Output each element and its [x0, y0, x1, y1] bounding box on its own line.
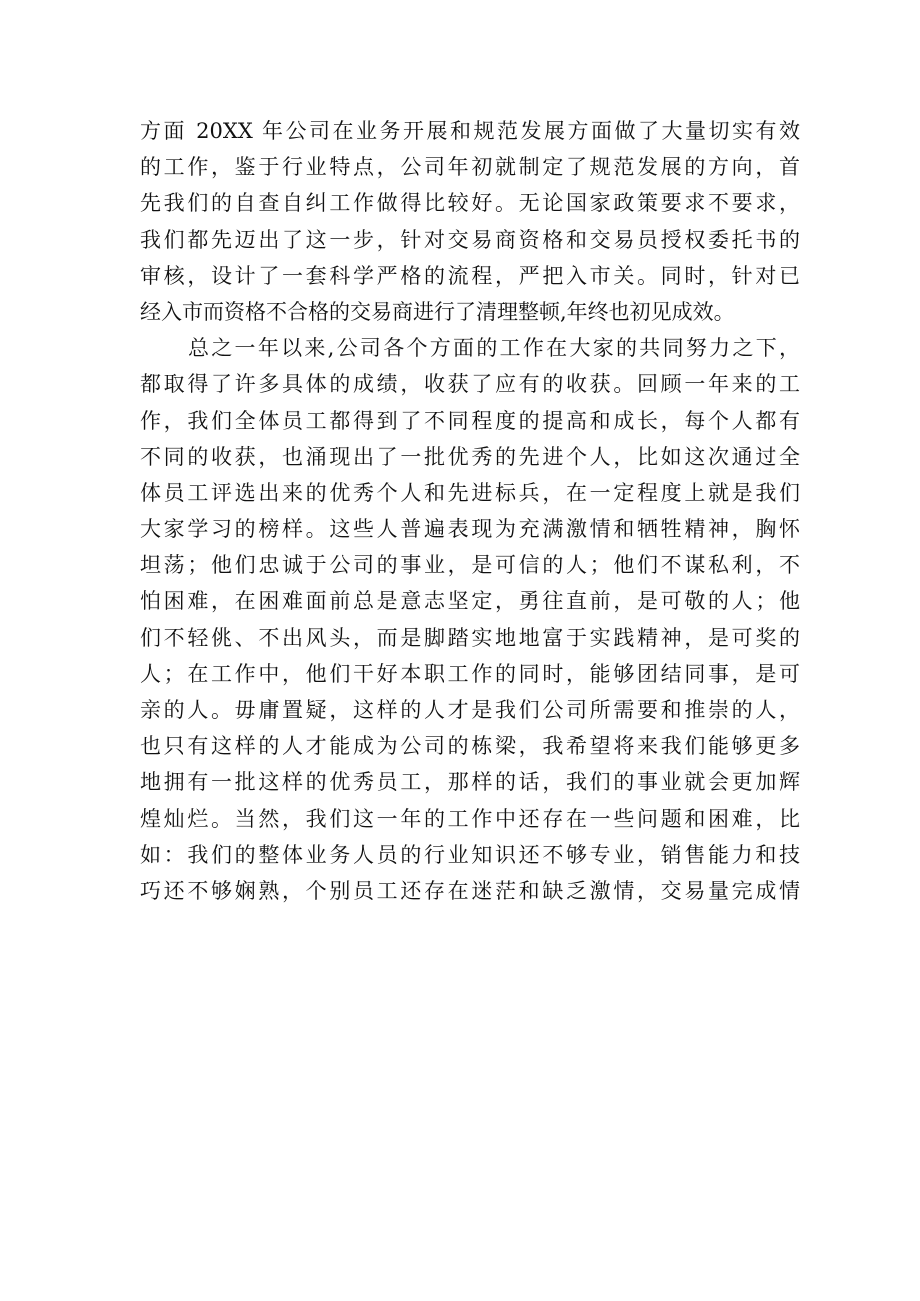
text-line: 们不轻佻、不出风头，而是脚踏实地地富于实践精神，是可奖的 [140, 625, 800, 650]
text-line: 作，我们全体员工都得到了不同程度的提高和成长，每个人都有 [140, 408, 800, 433]
text-line: 如：我们的整体业务人员的行业知识还不够专业，销售能力和技 [140, 842, 800, 867]
paragraph-1 [140, 113, 800, 330]
text-line: 先我们的自查自纠工作做得比较好。无论国家政策要求不要求， [140, 191, 800, 216]
text-line: 煌灿烂。当然，我们这一年的工作中还存在一些问题和困难，比 [140, 806, 800, 831]
body-text [140, 113, 800, 909]
text-line: 体员工评选出来的优秀个人和先进标兵，在一定程度上就是我们 [140, 480, 800, 505]
text-line: 也只有这样的人才能成为公司的栋梁，我希望将来我们能够更多 [140, 734, 800, 759]
text-line: 的工作，鉴于行业特点，公司年初就制定了规范发展的方向，首 [140, 155, 800, 180]
text-line: 地拥有一批这样的优秀员工，那样的话，我们的事业就会更加辉 [140, 770, 800, 795]
text-line: 怕困难，在困难面前总是意志坚定，勇往直前，是可敬的人；他 [140, 589, 800, 614]
text-line: 坦荡；他们忠诚于公司的事业，是可信的人；他们不谋私利，不 [140, 553, 800, 578]
text-line: 人；在工作中，他们干好本职工作的同时，能够团结同事，是可 [140, 661, 800, 686]
text-line: 方面 20XX 年公司在业务开展和规范发展方面做了大量切实有效 [140, 119, 800, 143]
text-line: 巧还不够娴熟，个别员工还存在迷茫和缺乏激情，交易量完成情 [140, 878, 800, 903]
text-line: 审核，设计了一套科学严格的流程，严把入市关。同时，针对已 [140, 263, 800, 288]
text-line: 大家学习的榜样。这些人普遍表现为充满激情和牺牲精神，胸怀 [140, 517, 800, 542]
text-line: 经入市而资格不合格的交易商进行了清理整顿,年终也初见成效。 [140, 299, 735, 324]
text-line: 都取得了许多具体的成绩，收获了应有的收获。回顾一年来的工 [140, 372, 800, 397]
text-line: 我们都先迈出了这一步，针对交易商资格和交易员授权委托书的 [140, 227, 800, 252]
text-line: 总之一年以来,公司各个方面的工作在大家的共同努力之下， [188, 336, 800, 361]
paragraph-2 [140, 330, 800, 909]
text-line: 不同的收获，也涌现出了一批优秀的先进个人，比如这次通过全 [140, 444, 800, 469]
text-line: 亲的人。毋庸置疑，这样的人才是我们公司所需要和推崇的人， [140, 698, 800, 722]
